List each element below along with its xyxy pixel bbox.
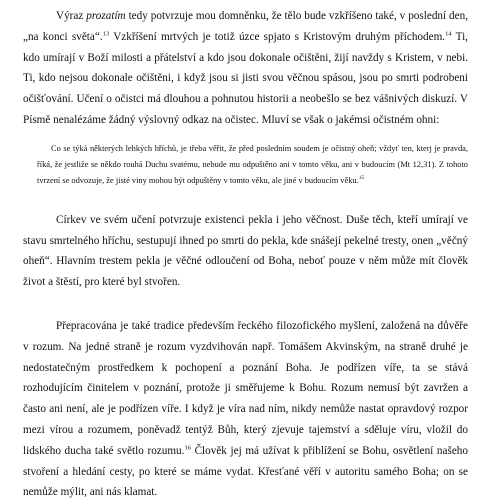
paragraph-reason bbox=[23, 316, 468, 503]
footnote-ref-16: 16 bbox=[184, 444, 191, 452]
quote-text: Co se týká některých lehkých hříchů, je třeba věřit, že před posledním soudem je očistný oheň; vždyť ten, kterj je pravda, říká, že jestliže se někdo rouhá Duchu svatému, nebude mu odpuštěno ani v tomto věku, ani v budoucím (Mt 12,31). Z tohoto tvrzení se odvozuje, že jisté viny mohou být odpuštěny v tomto věku, ale jiné v budoucím věku. bbox=[37, 143, 468, 185]
footnote-ref-15: 15 bbox=[358, 174, 365, 181]
footnote-ref-13: 13 bbox=[102, 30, 110, 38]
paragraph-spacer bbox=[23, 189, 468, 210]
paragraph-resurrection bbox=[23, 6, 468, 131]
text-span: tedy potvrzuje mou domněnku, že tělo bude vzkříšeno také, v poslední den, „na konci světa“. bbox=[23, 10, 468, 43]
block-quote bbox=[37, 141, 468, 189]
paragraph-spacer bbox=[23, 293, 468, 316]
text-span: Církev ve svém učení potvrzuje existenci pekla i jeho věčnost. Duše těch, kteří umírají ve stavu smrtelného hříchu, sestupují ihned po smrti do pekla, kde snášejí pekelné tresty, onen „věčný oheň“. Hlavním trestem pekla je věčné odloučení od Boha, neboť pouze v něm může mít člověk život a štěstí, pro které byl stvořen. bbox=[23, 213, 468, 289]
footnote-ref-14: 14 bbox=[445, 30, 452, 38]
text-span: Ti, kdo umírají v Boží milosti a přátelství a kdo jsou dokonale očištěni, žijí navždy s Kristem, v nebi. Ti, kdo nejsou dokonale očištěni, i když jsou si jisti svou věčnou spásou, jsou po smrti podrobeni očišťování. Učení o očistci má dlouhou a pohnutou historii a neobešlo se bez vášnivých diskuzí. V Písmě nenalézáme žádný výslovný odkaz na očistec. Mluví se však o jakémsi očistném ohni: bbox=[23, 30, 468, 126]
text-span: Výraz bbox=[56, 10, 87, 22]
italic-word: prozatím bbox=[86, 10, 126, 22]
paragraph-hell bbox=[23, 210, 468, 293]
text-span: Vzkříšení mrtvých je totiž úzce spjato s Kristovým druhým příchodem. bbox=[109, 30, 446, 43]
text-span: Přepracována je také tradice především řeckého filozofického myšlení, založená na důvěře v rozum. Na jedné straně je rozum vyzdvihován např. Tomášem Akvinským, na straně druhé je nedostatečným prostředkem k pochopení a poznání Boha. Je podřízen víře, ta se stává rozhodujícím činitelem v poznání, protože ji směřujeme k Bohu. Rozum nemusí být zavržen a často ani není, ale je podřízen víře. I když je víra nad ním, nikdy nemůže nastat opravdový rozpor mezi vírou a rozumem, poněvadž tentýž Bůh, který zjevuje tajemství a sděluje víru, vložil do lidského ducha také světlo rozumu. bbox=[23, 319, 468, 457]
text-span: Člověk jej má užívat k přiblížení se Bohu, osvětlení našeho stvoření a hledání cesty, po které se máme vydat. Křesťané věří v autoritu samého Boha; on se nemůže mýlit, ani nás klamat. bbox=[23, 444, 468, 499]
